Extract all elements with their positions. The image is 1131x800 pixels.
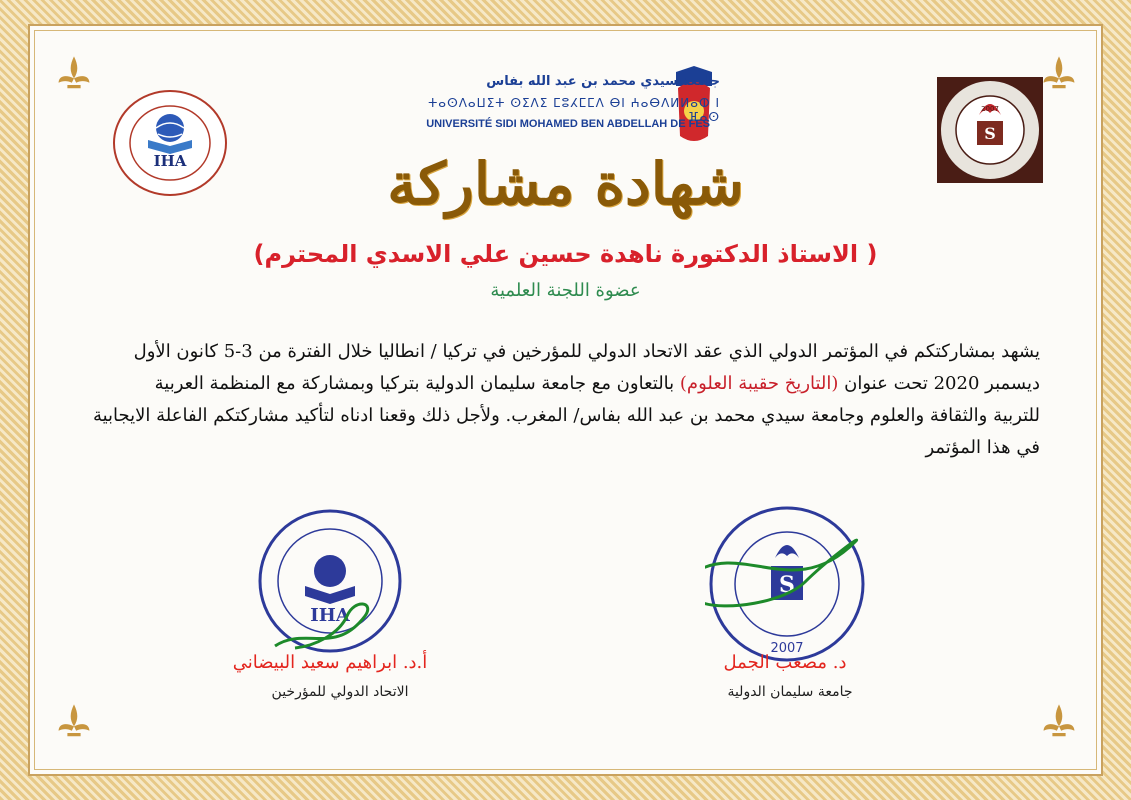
- conference-title: (التاريخ حقيبة العلوم): [679, 373, 839, 394]
- body-line: يشهد بمشاركتكم في المؤتمر الدولي الذي عقد الاتحاد الدولي للمؤرخين في تركيا / انطاليا خلال الفترة من 3-5 كانون الأول: [133, 341, 1040, 362]
- body-text-segment: ديسمبر 2020 تحت عنوان: [838, 373, 1040, 394]
- svg-text:2007: 2007: [770, 641, 804, 656]
- body-line: للتربية والثقافة والعلوم وجامعة سيدي محمد بن عبد الله بفاس/ المغرب. ولأجل ذلك وقعنا ادناه لتأكيد مشاركتكم الفاعلة الايجابية: [92, 405, 1040, 426]
- certificate-body: [90, 336, 1040, 464]
- fleur-de-lis-icon: [52, 700, 96, 744]
- svg-text:S: S: [984, 124, 996, 143]
- isu-logo: [935, 75, 1045, 185]
- iha-stamp: [255, 506, 405, 656]
- certificate-title: شهادة مشاركة: [387, 150, 744, 218]
- iha-logo: [110, 88, 230, 198]
- fleur-de-lis-icon: [1037, 700, 1081, 744]
- isu-stamp: [705, 502, 870, 667]
- fleur-de-lis-icon: [52, 52, 96, 96]
- svg-text:IHA: IHA: [153, 152, 187, 170]
- signatory-left-org: الاتحاد الدولي للمؤرخين: [271, 684, 409, 700]
- body-line: [90, 368, 1040, 400]
- recipient-name: ( الاستاذ الدكتورة ناهدة حسين علي الاسدي المحترم): [253, 240, 878, 268]
- svg-text:IHA: IHA: [310, 605, 350, 626]
- signatory-right-name: د. مصعب الجمل: [723, 652, 847, 673]
- university-name-tifinagh: ⵜⴰⵙⴷⴰⵡⵉⵜ ⵙⵉⴷⵉ ⵎⵓⵃⵎⵎⴷ ⴱⵏ ⵄⴰⴱⴷⵍⵍⴰⵀ ⵏ ⴼⴰⵙ: [428, 96, 720, 124]
- university-name-arabic: جامعة سيدي محمد بن عبد الله بفاس: [486, 74, 720, 89]
- body-text-segment: بالتعاون مع جامعة سليمان الدولية بتركيا وبمشاركة مع المنظمة العربية: [154, 373, 680, 394]
- recipient-role: عضوة اللجنة العلمية: [490, 280, 641, 301]
- university-name-french: UNIVERSITÉ SIDI MOHAMED BEN ABDELLAH DE FES: [426, 118, 710, 130]
- svg-text:2007: 2007: [981, 105, 999, 113]
- body-line: في هذا المؤتمر: [925, 437, 1040, 458]
- svg-text:S: S: [779, 572, 795, 598]
- signatory-right-org: جامعة سليمان الدولية: [727, 684, 853, 700]
- signatory-left-name: أ.د. ابراهيم سعيد البيضاني: [232, 652, 428, 673]
